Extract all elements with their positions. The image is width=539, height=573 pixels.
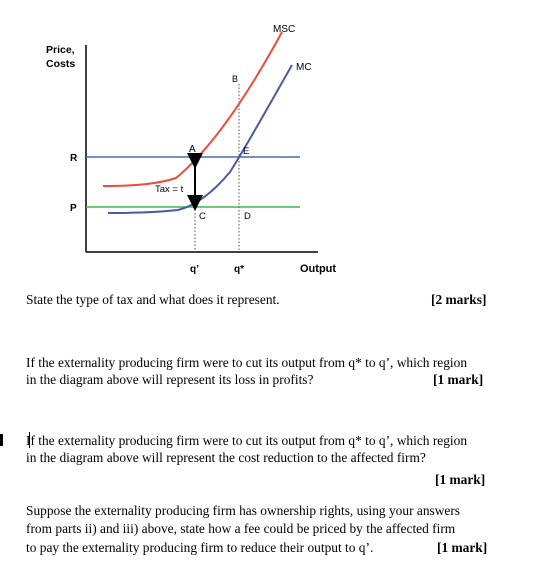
msc-label: MSC	[273, 24, 296, 35]
question-2-line-1: If the externality producing firm were to cut its output from q* to q’, which region	[26, 355, 468, 370]
point-C-label: C	[199, 211, 206, 222]
q-star-label: q*	[234, 264, 244, 275]
tax-label: Tax = t	[155, 184, 184, 195]
question-4-marks: [1 mark]	[437, 540, 488, 555]
question-2-line-2: in the diagram above will represent its loss in profits?	[26, 372, 314, 387]
question-3-line-2: in the diagram above will represent the cost reduction to the affected firm?	[26, 450, 426, 465]
question-4-line-3: to pay the externality producing firm to reduce their output to q’.	[26, 540, 374, 555]
mc-curve	[108, 65, 292, 213]
question-4-line-2: from parts ii) and iii) above, state how a fee could be priced by the affected firm	[26, 521, 456, 536]
y-axis-label: Price, Costs	[46, 44, 76, 70]
x-axis-label: Output	[300, 263, 337, 275]
point-E-label: E	[243, 146, 250, 157]
price-label-R: R	[70, 153, 78, 164]
question-3-marks: [1 mark]	[435, 472, 486, 487]
q-prime-label: q’	[190, 264, 199, 275]
question-1-text: State the type of tax and what does it represent.	[26, 292, 280, 307]
point-B-label: B	[232, 74, 239, 84]
question-1-marks: [2 marks]	[431, 292, 487, 307]
point-D-label: D	[244, 211, 251, 222]
mc-label: MC	[296, 62, 312, 73]
externality-tax-diagram	[0, 0, 539, 285]
price-label-P: P	[70, 203, 77, 214]
point-A-label: A	[189, 144, 196, 155]
question-4-line-1: Suppose the externality producing firm has ownership rights, using your answers	[26, 503, 461, 518]
question-3-line-1: If the externality producing firm were to cut its output from q* to q’, which region	[26, 433, 468, 448]
msc-curve	[103, 32, 282, 186]
margin-bullet	[0, 434, 3, 446]
question-2-marks: [1 mark]	[433, 372, 484, 387]
